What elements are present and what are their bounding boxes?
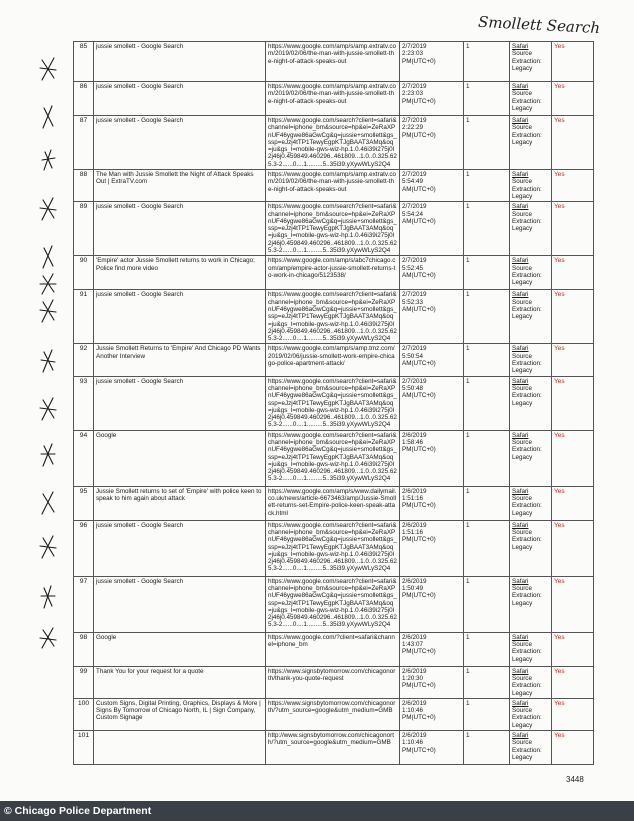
source-extraction: Source Extraction: Legacy [512, 739, 542, 761]
deleted-flag: Yes [552, 256, 594, 290]
deleted-flag: Yes [552, 430, 594, 486]
url-cell: https://www.google.com/amp/s/www.dailymail.co.uk/news/article-6673463/amp/Jussie-Smollett-returns-set-Empire-police-keen-speak-attack.html [266, 486, 400, 520]
source-cell [510, 731, 552, 765]
table-row [74, 430, 594, 486]
url-cell: https://www.google.com/amp/s/amp.extratv.com/2019/02/06/the-man-with-jussie-smollett-the-night-of-attack-speaks-out [266, 42, 400, 82]
url-cell: https://www.google.com/search?client=safari&channel=iphone_bm&source=hp&ei=ZeRaXPnUF46ygwe86aGwCg&q=jussie+smollett&gs_ssp=eJzj4tTP1TewyEgpKTJgBAAT3AMq&oq=ju&gs_l=mobile-gws-wiz-hp.1.0.46i39i275j0l2j46j0.459849.460296..461809...1.0..0.325.625.3-2......0....1.........5..35i39.yXywWLyS2Q4 [266, 520, 400, 576]
visit-date-cell: 2/6/2019 1:51:16 PM(UTC+0) [400, 520, 464, 576]
visit-count-cell: 1 [464, 82, 510, 116]
deleted-flag: Yes [552, 486, 594, 520]
source-cell [510, 666, 552, 698]
url-cell: https://www.google.com/search?client=safari&channel=iphone_bm&source=hp&ei=ZeRaXPnUF46ygwe86aGwCg&q=jussie+smollett&gs_ssp=eJzj4tTP1TewyEgpKTJgBAAT3AMq&oq=ju&gs_l=mobile-gws-wiz-hp.1.0.46i39i275j0l2j46j0.459849.460296..461809...1.0..0.325.625.3-2......0....1.........5..35i39.yXywWLyS2Q4 [266, 376, 400, 430]
page-title-cell: jussie smollett - Google Search [94, 376, 266, 430]
url-cell: https://www.signsbytomorrow.com/chicagonorth/?utm_source=google&utm_medium=GMB [266, 698, 400, 730]
visit-date-cell: 2/6/2019 1:10:46 PM(UTC+0) [400, 731, 464, 765]
visit-date-cell: 2/7/2019 5:54:24 AM(UTC+0) [400, 202, 464, 256]
deleted-flag: Yes [552, 344, 594, 376]
visit-count-cell: 1 [464, 520, 510, 576]
page-title-cell: jussie smollett - Google Search [94, 42, 266, 82]
visit-count-cell: 1 [464, 576, 510, 632]
page-title-cell: Google [94, 430, 266, 486]
deleted-flag: Yes [552, 376, 594, 430]
source-name: Safari [512, 43, 529, 50]
row-number: 88 [74, 170, 94, 202]
source-extraction: Source Extraction: Legacy [512, 50, 542, 72]
page-title-cell: jussie smollett - Google Search [94, 520, 266, 576]
table-row [74, 290, 594, 344]
row-number: 96 [74, 520, 94, 576]
table-row [74, 486, 594, 520]
deleted-flag: Yes [552, 666, 594, 698]
source-extraction: Source Extraction: Legacy [512, 384, 542, 407]
deleted-flag: Yes [552, 632, 594, 666]
source-cell [510, 116, 552, 170]
source-extraction: Source Extraction: Legacy [512, 584, 542, 607]
visit-count-cell: 1 [464, 116, 510, 170]
source-extraction: Source Extraction: Legacy [512, 438, 542, 461]
visit-date-cell: 2/7/2019 2:22:29 PM(UTC+0) [400, 116, 464, 170]
table-row [74, 731, 594, 765]
visit-count-cell: 1 [464, 666, 510, 698]
url-cell: https://www.google.com/search?client=safari&channel=iphone_bm&source=hp&ei=ZeRaXPnUF46ygwe86aGwCg&q=jussie+smollett&gs_ssp=eJzj4tTP1TewyEgpKTJgBAAT3AMq&oq=ju&gs_l=mobile-gws-wiz-hp.1.0.46i39i275j0l2j46j0.459849.460296..461809...1.0..0.325.625.3-2......0....1.........5..35i39.yXywWLyS2Q4 [266, 576, 400, 632]
visit-date-cell: 2/6/2019 1:43:07 PM(UTC+0) [400, 632, 464, 666]
visit-date-cell: 2/7/2019 5:52:33 AM(UTC+0) [400, 290, 464, 344]
source-name: Safari [512, 83, 529, 90]
url-cell: https://www.google.com/amp/s/abc7chicago.com/amp/empire-actor-jussie-smollett-returns-to-work-in-chicago/5123538/ [266, 256, 400, 290]
source-extraction: Source Extraction: Legacy [512, 640, 542, 663]
visit-date-cell: 2/6/2019 1:51:16 PM(UTC+0) [400, 486, 464, 520]
visit-date-cell: 2/6/2019 1:50:49 PM(UTC+0) [400, 576, 464, 632]
source-cell [510, 256, 552, 290]
url-cell: https://www.google.com/search?client=safari&channel=iphone_bm&source=hp&ei=ZeRaXPnUF46ygwe86aGwCg&q=jussie+smollett&gs_ssp=eJzj4tTP1TewyEgpKTJgBAAT3AMq&oq=ju&gs_l=mobile-gws-wiz-hp.1.0.46i39i275j0l2j46j0.459849.460296..461809...1.0..0.325.625.3-2......0....1.........5..35i39.yXywWLyS2Q4 [266, 430, 400, 486]
row-number: 94 [74, 430, 94, 486]
source-name: Safari [512, 487, 529, 495]
source-cell [510, 520, 552, 576]
deleted-flag: Yes [552, 576, 594, 632]
source-name: Safari [512, 431, 529, 439]
row-number: 91 [74, 290, 94, 344]
visit-count-cell: 1 [464, 170, 510, 202]
visit-count-cell: 1 [464, 698, 510, 730]
source-extraction: Source Extraction: Legacy [512, 352, 542, 375]
source-extraction: Source Extraction: Legacy [512, 264, 542, 287]
visit-date-cell: 2/7/2019 2:23:03 PM(UTC+0) [400, 42, 464, 82]
source-cell [510, 344, 552, 376]
visit-date-cell: 2/6/2019 1:20:30 PM(UTC+0) [400, 666, 464, 698]
source-name: Safari [512, 699, 529, 707]
source-cell [510, 430, 552, 486]
visit-count-cell: 1 [464, 344, 510, 376]
page-title-cell: Custom Signs, Digital Printing, Graphics, Displays & More | Signs By Tomorrow of Chicago North, IL | Sign Company, Custom Signage [94, 698, 266, 730]
visit-count-cell: 1 [464, 290, 510, 344]
source-extraction: Source Extraction: Legacy [512, 124, 542, 146]
row-number: 87 [74, 116, 94, 170]
row-number: 92 [74, 344, 94, 376]
visit-date-cell: 2/7/2019 5:52:45 AM(UTC+0) [400, 256, 464, 290]
deleted-flag: Yes [552, 82, 594, 116]
table-row [74, 344, 594, 376]
visit-date-cell: 2/6/2019 1:10:46 PM(UTC+0) [400, 698, 464, 730]
visit-date-cell: 2/7/2019 2:23:03 PM(UTC+0) [400, 82, 464, 116]
source-cell [510, 486, 552, 520]
source-name: Safari [512, 732, 529, 740]
row-number: 95 [74, 486, 94, 520]
row-number: 98 [74, 632, 94, 666]
table-row [74, 256, 594, 290]
source-cell [510, 42, 552, 82]
page-number: 3448 [566, 775, 584, 784]
source-cell [510, 376, 552, 430]
visit-date-cell: 2/7/2019 5:54:49 AM(UTC+0) [400, 170, 464, 202]
visit-count-cell: 1 [464, 42, 510, 82]
source-name: Safari [512, 171, 529, 179]
footer-label: Chicago Police Department [14, 805, 152, 817]
source-extraction: Source Extraction: Legacy [512, 178, 542, 200]
source-name: Safari [512, 377, 529, 385]
handwritten-note: Smollett Search [477, 12, 601, 38]
row-number: 97 [74, 576, 94, 632]
page-title-cell: Google [94, 632, 266, 666]
row-number: 86 [74, 82, 94, 116]
source-cell [510, 202, 552, 256]
visit-count-cell: 1 [464, 202, 510, 256]
deleted-flag: Yes [552, 170, 594, 202]
source-extraction: Source Extraction: Legacy [512, 674, 542, 697]
table-row [74, 42, 594, 82]
visit-date-cell: 2/7/2019 5:50:54 AM(UTC+0) [400, 344, 464, 376]
table-row [74, 376, 594, 430]
source-extraction: Source Extraction: Legacy [512, 298, 542, 321]
row-number: 89 [74, 202, 94, 256]
page-title-cell [94, 731, 266, 765]
row-number: 100 [74, 698, 94, 730]
row-number: 93 [74, 376, 94, 430]
browser-history-table [73, 41, 594, 765]
deleted-flag: Yes [552, 290, 594, 344]
table-row [74, 116, 594, 170]
page-title-cell: jussie smollett - Google Search [94, 576, 266, 632]
source-extraction: Source Extraction: Legacy [512, 90, 542, 112]
page-title-cell: 'Empire' actor Jussie Smollett returns to work in Chicago; Police find more video [94, 256, 266, 290]
source-name: Safari [512, 257, 529, 265]
handwritten-check-marks [28, 40, 72, 690]
row-number: 99 [74, 666, 94, 698]
source-name: Safari [512, 117, 529, 124]
visit-count-cell: 1 [464, 731, 510, 765]
table-row [74, 202, 594, 256]
source-extraction: Source Extraction: Legacy [512, 528, 542, 551]
deleted-flag: Yes [552, 202, 594, 256]
table-row [74, 666, 594, 698]
page-title-cell: The Man with Jussie Smollett the Night of Attack Speaks Out | ExtraTV.com [94, 170, 266, 202]
page-title-cell: Jussie Smollett Returns to 'Empire' And Chicago PD Wants Another Interview [94, 344, 266, 376]
visit-count-cell: 1 [464, 256, 510, 290]
source-cell [510, 698, 552, 730]
url-cell: https://www.google.com/search?client=safari&channel=iphone_bm&source=hp&ei=ZeRaXPnUF46ygwe86aGwCg&q=jussie+smollett&gs_ssp=eJzj4tTP1TewyEgpKTJgBAAT3AMq&oq=ju&gs_l=mobile-gws-wiz-hp.1.0.46i39i275j0l2j46j0.459849.460296..461809...1.0..0.325.625.3-2......0....1.........5..35i39.yXywWLyS2Q4 [266, 202, 400, 256]
visit-count-cell: 1 [464, 632, 510, 666]
source-name: Safari [512, 667, 529, 675]
page-title-cell: Thank You for your request for a quote [94, 666, 266, 698]
copyright-symbol: © [4, 805, 12, 817]
row-number: 101 [74, 731, 94, 765]
source-name: Safari [512, 577, 529, 585]
table-row [74, 576, 594, 632]
source-cell [510, 632, 552, 666]
deleted-flag: Yes [552, 520, 594, 576]
source-cell [510, 576, 552, 632]
source-name: Safari [512, 633, 529, 641]
source-name: Safari [512, 521, 529, 529]
row-number: 90 [74, 256, 94, 290]
visit-count-cell: 1 [464, 376, 510, 430]
table-row [74, 698, 594, 730]
visit-date-cell: 2/7/2019 5:50:48 AM(UTC+0) [400, 376, 464, 430]
table-row [74, 632, 594, 666]
url-cell: http://www.signsbytomorrow.com/chicagonorth/?utm_source=google&utm_medium=GMB [266, 731, 400, 765]
url-cell: https://www.signsbytomorrow.com/chicagonorth/thank-you-quote-request [266, 666, 400, 698]
url-cell: https://www.google.com/amp/s/amp.extratv.com/2019/02/06/the-man-with-jussie-smollett-the-night-of-attack-speaks-out [266, 170, 400, 202]
deleted-flag: Yes [552, 731, 594, 765]
source-cell [510, 170, 552, 202]
deleted-flag: Yes [552, 698, 594, 730]
table-row [74, 520, 594, 576]
page-title-cell: jussie smollett - Google Search [94, 116, 266, 170]
url-cell: https://www.google.com/search?client=safari&channel=iphone_bm&source=hp&ei=ZeRaXPnUF46ygwe86aGwCg&q=jussie+smollett&gs_ssp=eJzj4tTP1TewyEgpKTJgBAAT3AMq&oq=ju&gs_l=mobile-gws-wiz-hp.1.0.46i39i275j0l2j46j0.459849.460296..461809...1.0..0.325.625.3-2......0....1.........5..35i39.yXywWLyS2Q4 [266, 290, 400, 344]
url-cell: https://www.google.com/amp/s/amp.tmz.com/2019/02/06/jussie-smollett-work-empire-chicago-police-apartment-attack/ [266, 344, 400, 376]
source-extraction: Source Extraction: Legacy [512, 210, 542, 233]
deleted-flag: Yes [552, 42, 594, 82]
page-title-cell: jussie smollett - Google Search [94, 82, 266, 116]
source-name: Safari [512, 203, 529, 211]
source-cell [510, 290, 552, 344]
source-cell [510, 82, 552, 116]
deleted-flag: Yes [552, 116, 594, 170]
source-name: Safari [512, 345, 529, 353]
table-row [74, 170, 594, 202]
visit-count-cell: 1 [464, 430, 510, 486]
source-extraction: Source Extraction: Legacy [512, 494, 542, 517]
visit-date-cell: 2/6/2019 1:58:46 PM(UTC+0) [400, 430, 464, 486]
source-extraction: Source Extraction: Legacy [512, 707, 542, 729]
row-number: 85 [74, 42, 94, 82]
visit-count-cell: 1 [464, 486, 510, 520]
page-title-cell: Jussie Smollett returns to set of 'Empire' with police keen to speak to him again about attack [94, 486, 266, 520]
url-cell: https://www.google.com/amp/s/amp.extratv.com/2019/02/06/the-man-with-jussie-smollett-the-night-of-attack-speaks-out [266, 82, 400, 116]
table-row [74, 82, 594, 116]
table-body [74, 42, 594, 765]
page-title-cell: jussie smollett - Google Search [94, 290, 266, 344]
footer-bar [0, 801, 634, 821]
source-name: Safari [512, 291, 529, 299]
page-title-cell: jussie smollett - Google Search [94, 202, 266, 256]
url-cell: https://www.google.com/?client=safari&channel=iphone_bm [266, 632, 400, 666]
url-cell: https://www.google.com/search?client=safari&channel=iphone_bm&source=hp&ei=ZeRaXPnUF46ygwe86aGwCg&q=jussie+smollett&gs_ssp=eJzj4tTP1TewyEgpKTJgBAAT3AMq&oq=ju&gs_l=mobile-gws-wiz-hp.1.0.46i39i275j0l2j46j0.459849.460296..461809...1.0..0.325.625.3-2......0....1.........5..35i39.yXywWLyS2Q4 [266, 116, 400, 170]
